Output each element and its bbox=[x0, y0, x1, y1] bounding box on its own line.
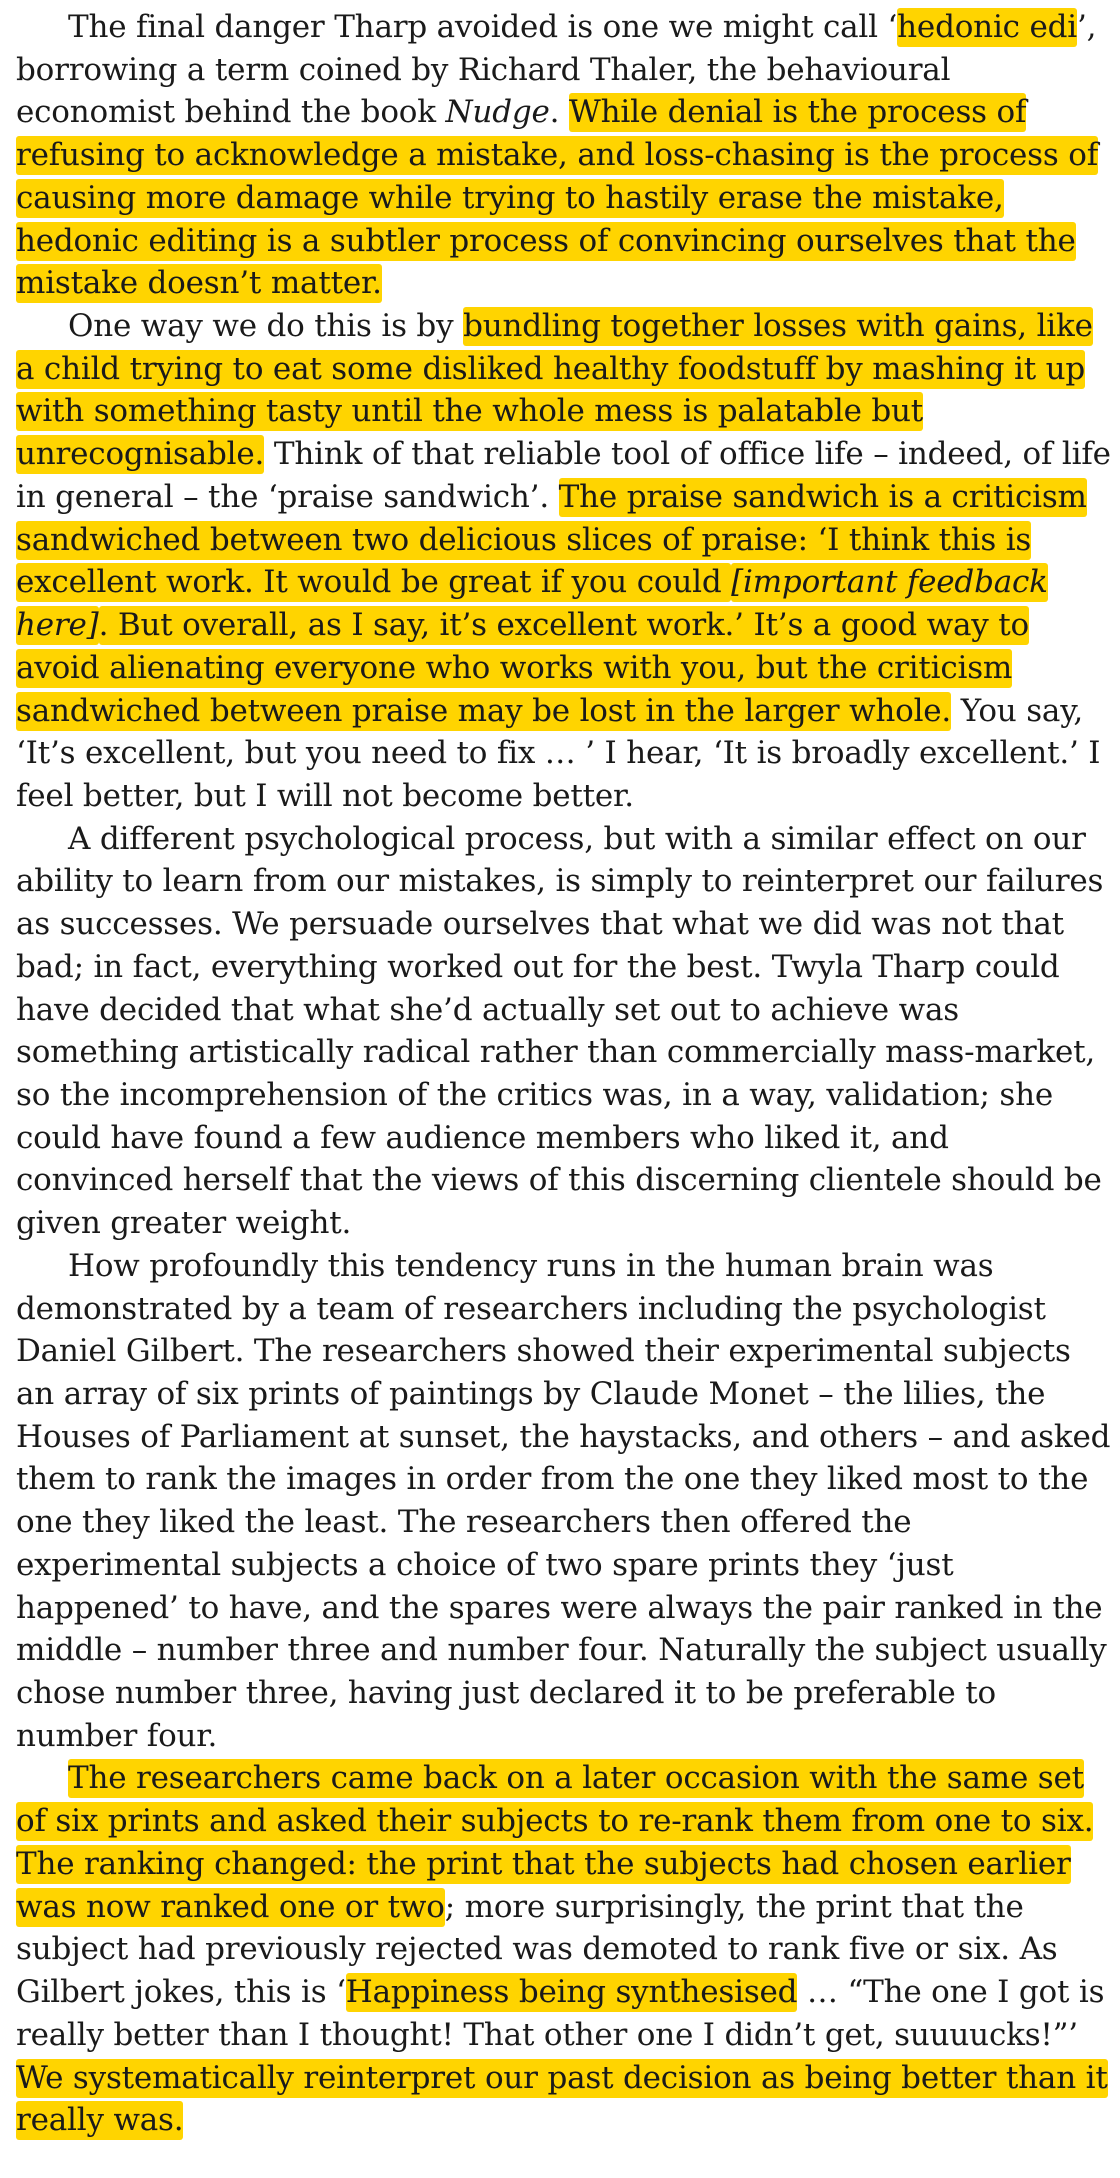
highlight[interactable]: The researchers came back on a later occasion with the same set of six prints and asked their subjects to re-rank them from one to six. The ranking changed: the print that the subjects had chosen earlier was now ranked one or two bbox=[16, 1760, 1094, 1925]
book-page bbox=[16, 6, 1114, 2142]
highlight[interactable]: While denial is the process of refusing to acknowledge a mistake, and loss-chasing is the process of causing more damage while trying to hastily erase the mistake, hedonic editing is a subtler process of convincing ourselves that the mistake doesn’t matter. bbox=[16, 94, 1098, 302]
highlight[interactable]: hedonic edi bbox=[897, 9, 1077, 45]
text-segment: … “The one I got is really better than I thought! That other one I didn’t get, suuuucks!”’ bbox=[16, 1974, 1105, 2053]
text-segment: Think of that reliable tool of office life – indeed, of life in general – the ‘praise sandwich’. bbox=[16, 436, 1111, 515]
text-segment: You say, ‘It’s excellent, but you need to fix … ’ I hear, ‘It is broadly excellent.’ I feel better, but I will not become better. bbox=[16, 692, 1101, 814]
text-segment: ’, borrowing a term coined by Richard Thaler, the behavioural economist behind the book bbox=[16, 9, 1097, 131]
highlight[interactable]: . But overall, as I say, it’s excellent work.’ It’s a good way to avoid alienating everyone who works with you, but the criticism sandwiched between praise may be lost in the larger whole. bbox=[16, 607, 1029, 729]
paragraph-5 bbox=[16, 1757, 1114, 2141]
paragraph-1 bbox=[16, 6, 1114, 305]
text-segment: A different psychological process, but with a similar effect on our ability to learn from our mistakes, is simply to reinterpret our failures as successes. We persuade ourselves that what we did was not that bad; in fact, everything worked out for the best. Twyla Tharp could have decided that what she’d actually set out to achieve was something artistically radical rather than commercially mass-market, so the incomprehension of the critics was, in a way, validation; she could have found a few audience members who liked it, and convinced herself that the views of this discerning clientele should be given greater weight. bbox=[16, 820, 1104, 1242]
highlight[interactable]: We systematically reinterpret our past decision as being better than it really was. bbox=[16, 2059, 1108, 2139]
paragraph-3 bbox=[16, 818, 1114, 1245]
text-segment: One way we do this is by bbox=[68, 308, 464, 345]
text-segment: How profoundly this tendency runs in the human brain was demonstrated by a team of researchers including the psychologist Daniel Gilbert. The researchers showed their experimental subjects an array of six prints of paintings by Claude Monet – the lilies, the Houses of Parliament at sunset, the haystacks, and others – and asked them to rank the images in order from the one they liked most to the one they liked the least. The researchers then offered the experimental subjects a choice of two spare prints they ‘just happened’ to have, and the spares were always the pair ranked in the middle – number three and number four. Naturally the subject usually chose number three, having just declared it to be preferable to number four. bbox=[16, 1247, 1111, 1754]
highlight[interactable]: Happiness being synthesised bbox=[345, 1974, 798, 2011]
book-title-italic: Nudge bbox=[445, 94, 550, 131]
paragraph-4 bbox=[16, 1245, 1114, 1758]
highlight[interactable]: The praise sandwich is a criticism sandwiched between two delicious slices of praise: ‘I think this is excellent work. It would be great if you could bbox=[16, 478, 1087, 601]
highlight[interactable]: bundling together losses with gains, like a child trying to eat some disliked healthy foodstuff by mashing it up with something tasty until the whole mess is palatable but unrecognisable. bbox=[16, 308, 1093, 473]
highlight-italic[interactable]: [important feedback here] bbox=[16, 564, 1048, 644]
text-segment: . bbox=[549, 94, 569, 131]
text-segment: The final danger Tharp avoided is one we might call ‘ bbox=[68, 9, 898, 45]
paragraph-2 bbox=[16, 305, 1114, 818]
text-segment: ; more surprisingly, the print that the subject had previously rejected was demoted to rank five or six. As Gilbert jokes, this is ‘ bbox=[16, 1888, 1058, 2011]
